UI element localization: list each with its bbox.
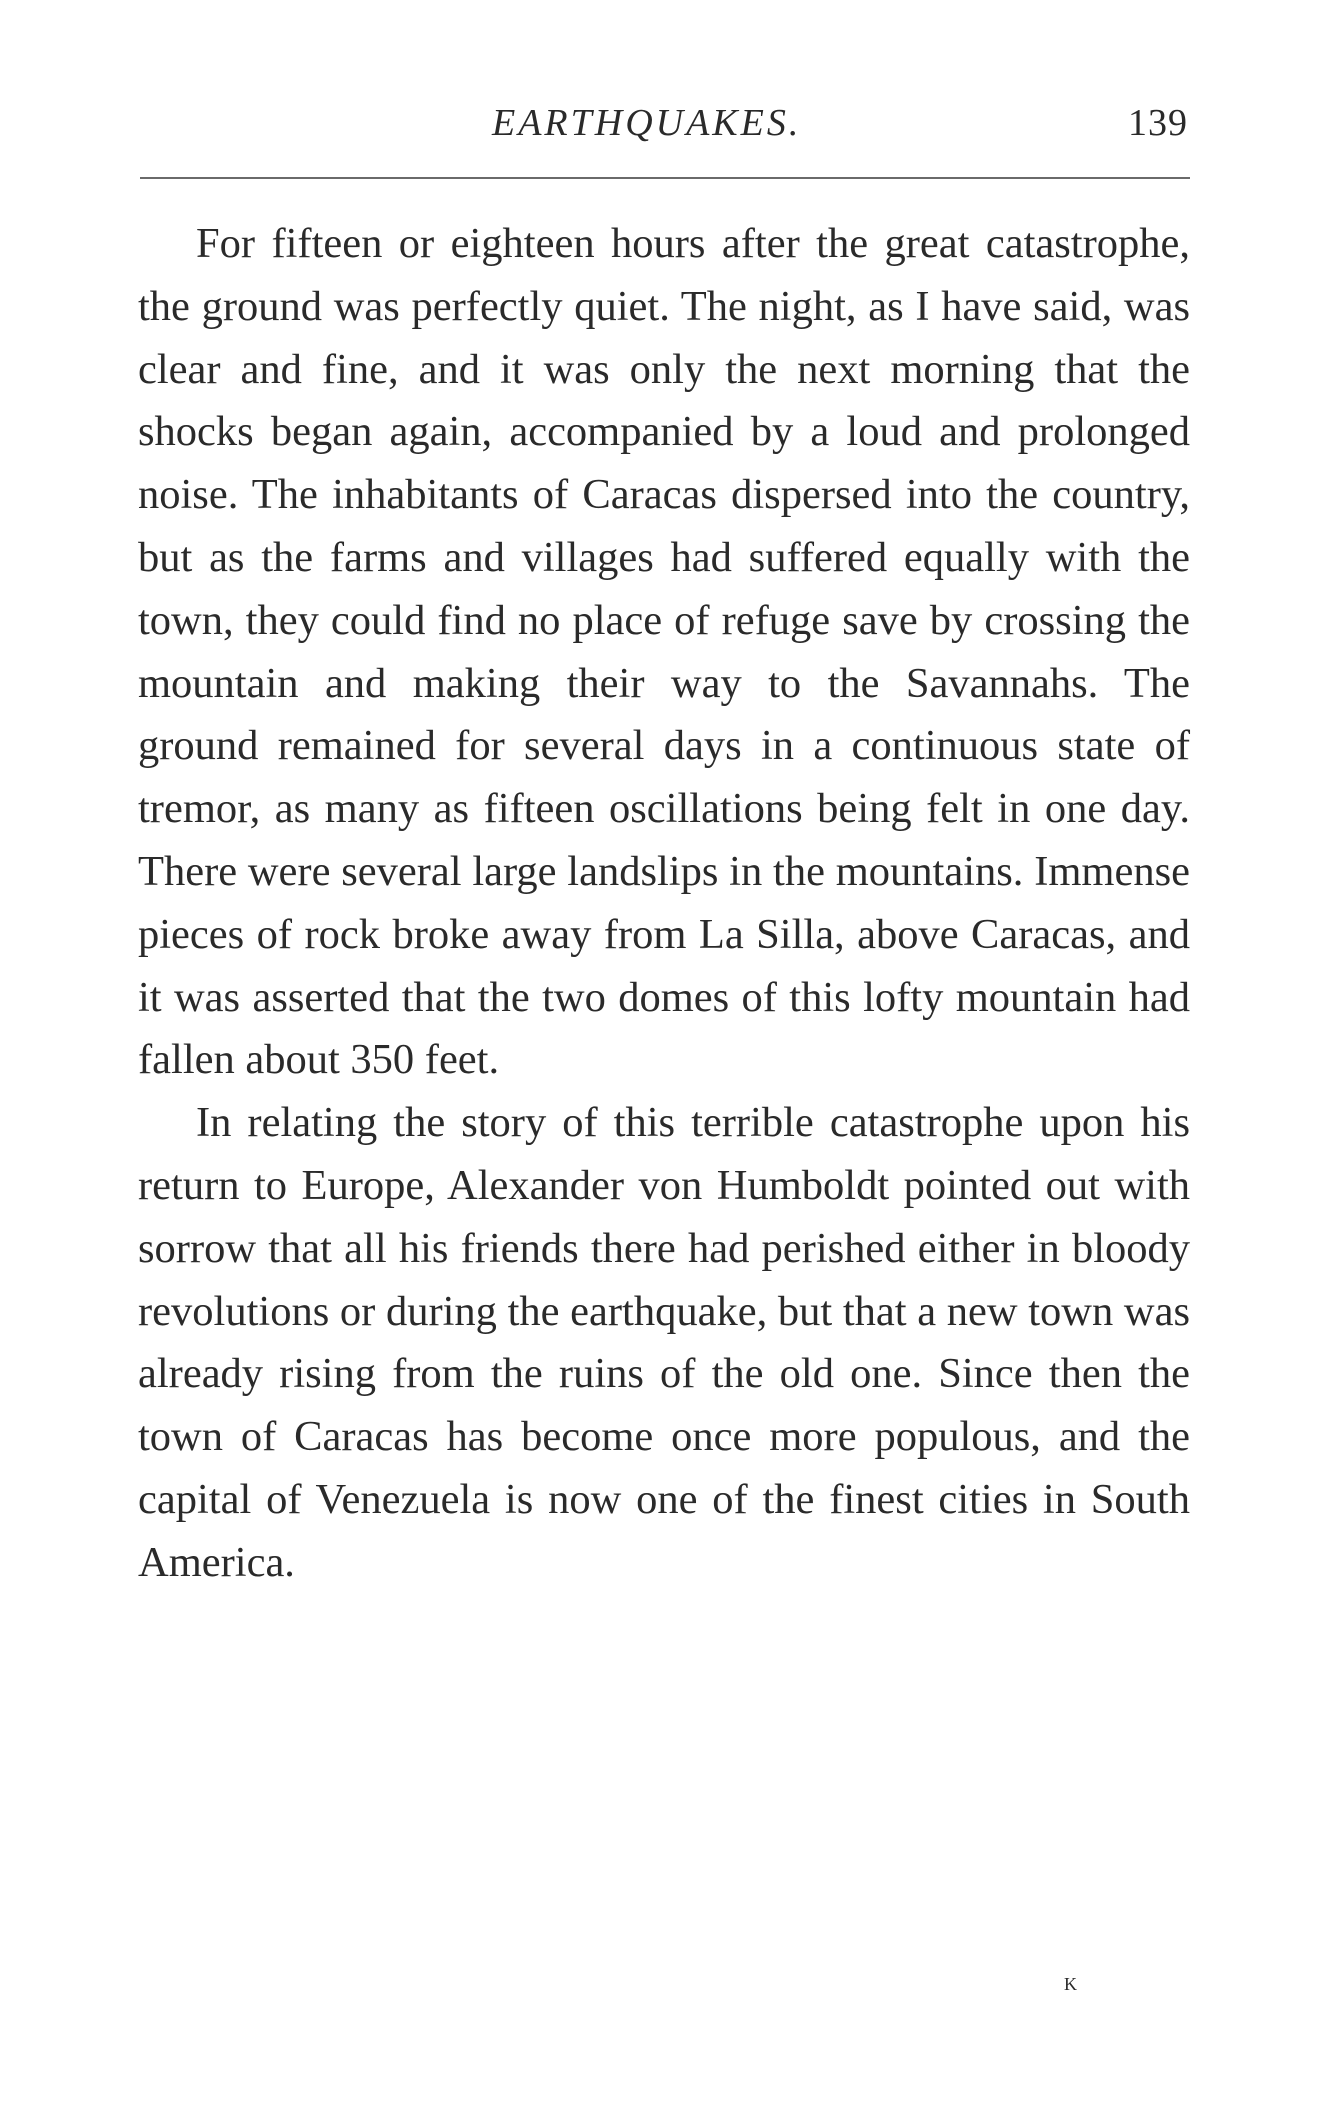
paragraph: In relating the story of this terrible catastrophe upon his return to Europe, Alexander von Humboldt pointed out with sorrow that all his friends there had perished either in bloody revolutions or during the earthquake, but that a new town was already rising from the ruins of the old one. Since then the town of Caracas has become once more populous, and the capital of Venezuela is now one of the finest cities in South America. xyxy=(138,1099,1190,1586)
signature-mark: K xyxy=(1064,1974,1078,1994)
body-text xyxy=(138,213,1190,1595)
page-number: 139 xyxy=(1128,102,1188,144)
running-title: EARTHQUAKES. xyxy=(492,102,802,144)
paragraph: For fifteen or eighteen hours after the great catastrophe, the ground was perfectly quiet. The night, as I have said, was clear and fine, and it was only the next morning that the shocks began again, accompanied by a loud and prolonged noise. The inhabitants of Caracas dispersed into the country, but as the farms and villages had suffered equally with the town, they could find no place of refuge save by crossing the mountain and making their way to the Savannahs. The ground remained for several days in a continuous state of tremor, as many as fifteen oscillations being felt in one day. There were several large landslips in the mountains. Immense pieces of rock broke away from La Silla, above Caracas, and it was asserted that the two domes of this lofty mountain had fallen about 350 feet. xyxy=(138,220,1190,1084)
header-rule xyxy=(140,177,1190,179)
